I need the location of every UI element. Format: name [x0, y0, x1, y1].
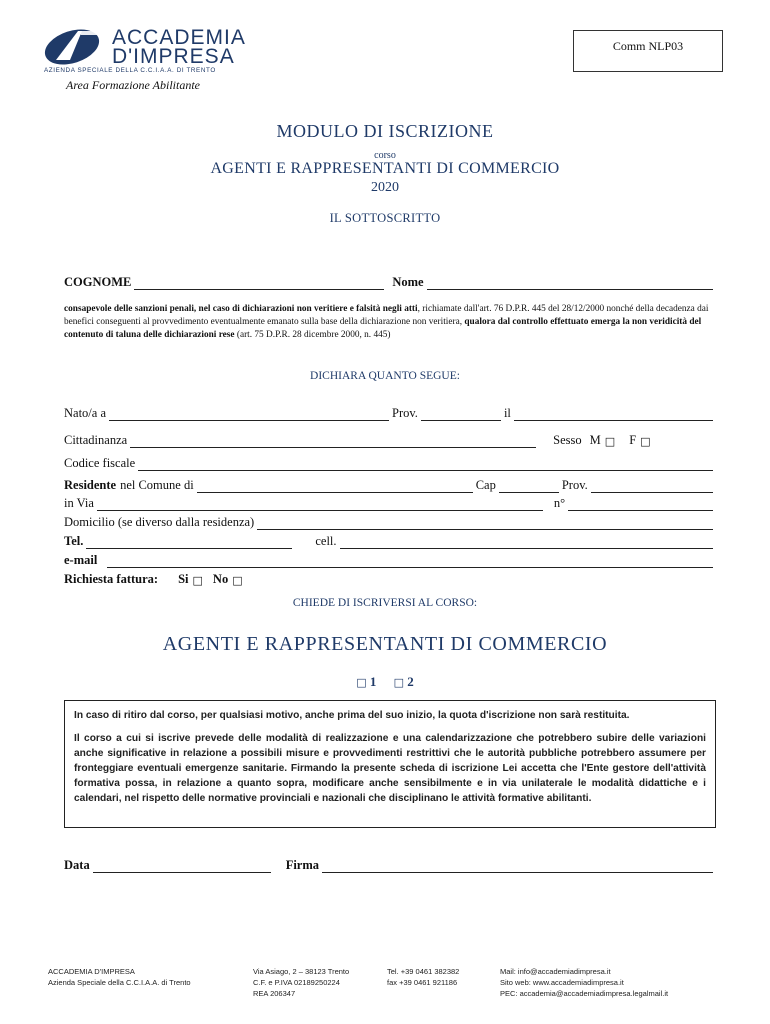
birthdate-field[interactable] [514, 410, 713, 421]
logo-name-line1: ACCADEMIA [112, 26, 246, 49]
row-residenza [64, 478, 716, 493]
tel-field[interactable] [86, 538, 292, 549]
res-prov-field[interactable] [591, 482, 713, 493]
firma-field[interactable] [322, 862, 713, 873]
tel-label: Tel. [64, 534, 84, 548]
sottoscritto-heading: IL SOTTOSCRITTO [329, 211, 441, 225]
nome-field[interactable] [427, 279, 713, 290]
fattura-si-checkbox[interactable]: □ [192, 574, 203, 587]
footer-pec: PEC: accademia@accademiadimpresa.legalmail.it [500, 989, 669, 998]
notice-refund-text: In caso di ritiro dal corso, per qualsiasi motivo, anche prima del suo inizio, la quota d'iscrizione non sarà restituita. [74, 710, 630, 721]
prov-label: Prov. [392, 406, 418, 420]
corso-label: corso [374, 150, 396, 161]
sesso-f-label: F [629, 433, 637, 447]
declaration-text-1: , richiamate dall'art. 76 D.P.R. 445 del 28/12/2000 nonché della decadenza dai benefici conseguenti al provvedimento eventualmente emanato sulla base della dichiarazione non veritiera, [64, 304, 709, 327]
comune-label: nel Comune di [120, 478, 194, 492]
numero-label: n° [553, 496, 566, 510]
edition-2-checkbox[interactable]: □ [393, 676, 405, 689]
res-prov-label: Prov. [561, 478, 588, 492]
footer-address [253, 966, 349, 999]
course-year: 2020 [371, 180, 399, 195]
edition-selector [0, 674, 770, 690]
numero-field[interactable] [568, 500, 713, 511]
firma-label: Firma [285, 858, 320, 872]
row-data-firma [64, 858, 716, 873]
footer-company [48, 966, 191, 988]
declaration-bold-1: consapevole delle sanzioni penali, nel caso di dichiarazioni non veritiere e falsità negli atti [64, 304, 418, 314]
row-via [64, 496, 716, 511]
dichiara-heading: DICHIARA QUANTO SEGUE: [310, 370, 460, 382]
cap-field[interactable] [499, 482, 559, 493]
row-telefono [64, 534, 716, 549]
comune-field[interactable] [197, 482, 473, 493]
footer-vat: C.F. e P.IVA 02189250224 [253, 978, 340, 987]
codice-fiscale-field[interactable] [138, 460, 713, 471]
logo-subtitle: AZIENDA SPECIALE DELLA C.C.I.A.A. DI TRENTO [44, 67, 216, 74]
il-label: il [503, 406, 511, 420]
birthplace-field[interactable] [109, 410, 389, 421]
row-cognome-nome [64, 275, 716, 290]
edition-1-label: 1 [369, 674, 377, 689]
fattura-label: Richiesta fattura: [64, 572, 159, 586]
footer-rea: REA 206347 [253, 989, 296, 998]
fattura-no-label: No [212, 572, 229, 586]
via-field[interactable] [97, 500, 543, 511]
nome-label: Nome [392, 275, 424, 289]
data-label: Data [64, 858, 90, 872]
footer-address-street: Via Asiago, 2 – 38123 Trento [253, 967, 350, 976]
footer-company-name: ACCADEMIA D'IMPRESA [48, 967, 135, 976]
cittadinanza-label: Cittadinanza [64, 433, 128, 447]
footer-contacts [500, 966, 668, 999]
declaration-text-2: (art. 75 D.P.R. 28 dicembre 2000, n. 445) [234, 330, 391, 340]
course-name-heading: AGENTI E RAPPRESENTANTI DI COMMERCIO [162, 633, 608, 655]
footer-tel: Tel. +39 0461 382382 [387, 967, 460, 976]
course-title: AGENTI E RAPPRESENTANTI DI COMMERCIO [210, 160, 560, 177]
document-code-box: Comm NLP03 [573, 30, 723, 72]
edition-1-checkbox[interactable]: □ [356, 676, 367, 689]
area-label: Area Formazione Abilitante [66, 78, 200, 92]
form-title: MODULO DI ISCRIZIONE [276, 121, 494, 141]
footer-website: Sito web: www.accademiadimpresa.it [500, 978, 624, 987]
chiede-heading: CHIEDE DI ISCRIVERSI AL CORSO: [292, 597, 478, 609]
data-field[interactable] [93, 862, 271, 873]
nato-label: Nato/a a [64, 406, 106, 420]
footer-mail: Mail: info@accademiadimpresa.it [500, 967, 611, 976]
cittadinanza-field[interactable] [130, 437, 536, 448]
birth-prov-field[interactable] [421, 410, 501, 421]
residente-label: Residente [64, 478, 117, 492]
row-codice-fiscale [64, 456, 716, 471]
cap-label: Cap [475, 478, 496, 492]
fattura-no-checkbox[interactable]: □ [232, 574, 243, 587]
fattura-si-label: Si [178, 572, 189, 586]
declaration-bold-2: qualora dal controllo effettuato emerga la non veridicità del contenuto di taluna delle dichiarazioni rese [64, 317, 702, 340]
row-nascita [64, 406, 716, 421]
sesso-label: Sesso [553, 433, 582, 447]
logo-emblem-icon [42, 26, 108, 66]
codice-fiscale-label: Codice fiscale [64, 456, 136, 470]
notice-box [64, 700, 716, 828]
row-cittadinanza [64, 433, 716, 448]
cell-label: cell. [315, 534, 337, 548]
email-label: e-mail [64, 553, 98, 567]
footer-phones [387, 966, 459, 988]
accademia-logo [42, 26, 246, 78]
row-fattura [64, 572, 716, 587]
sesso-f-checkbox[interactable]: □ [640, 435, 651, 448]
sesso-m-label: M [589, 433, 601, 447]
cognome-label: COGNOME [64, 275, 132, 289]
domicilio-field[interactable] [257, 519, 713, 530]
notice-emergency-text: Il corso a cui si iscrive prevede delle modalità di realizzazione e una calendarizzazione che potrebbero subire delle variazioni anche significative in relazione a possibili misure e provvedimenti restrittivi che le autorità pubbliche potrebbero assumere per fronteggiare eventuali emergenze sanitarie. Firmando la presente scheda di iscrizione Lei accetta che l'Ente gestore dell'attività formativa possa, in relazione a quanto sopra, modificare anche sensibilmente e in via unilaterale le modalità didattiche e i calendari, nel rispetto delle normative provinciali e nazionali che disciplinano le attività formative abilitanti. [74, 733, 706, 804]
edition-2-label: 2 [407, 674, 414, 689]
email-field[interactable] [107, 557, 713, 568]
domicilio-label: Domicilio (se diverso dalla residenza) [64, 515, 255, 529]
logo-name [112, 28, 246, 66]
cognome-field[interactable] [134, 279, 384, 290]
footer-fax: fax +39 0461 921186 [387, 978, 458, 987]
logo-name-line2: D'IMPRESA [112, 45, 235, 68]
cell-field[interactable] [340, 538, 713, 549]
declaration-text [64, 303, 726, 342]
footer-company-desc: Azienda Speciale della C.C.I.A.A. di Trento [48, 978, 191, 987]
sesso-m-checkbox[interactable]: □ [604, 435, 616, 448]
row-domicilio [64, 515, 716, 530]
via-label: in Via [64, 496, 94, 510]
row-email [64, 553, 716, 568]
